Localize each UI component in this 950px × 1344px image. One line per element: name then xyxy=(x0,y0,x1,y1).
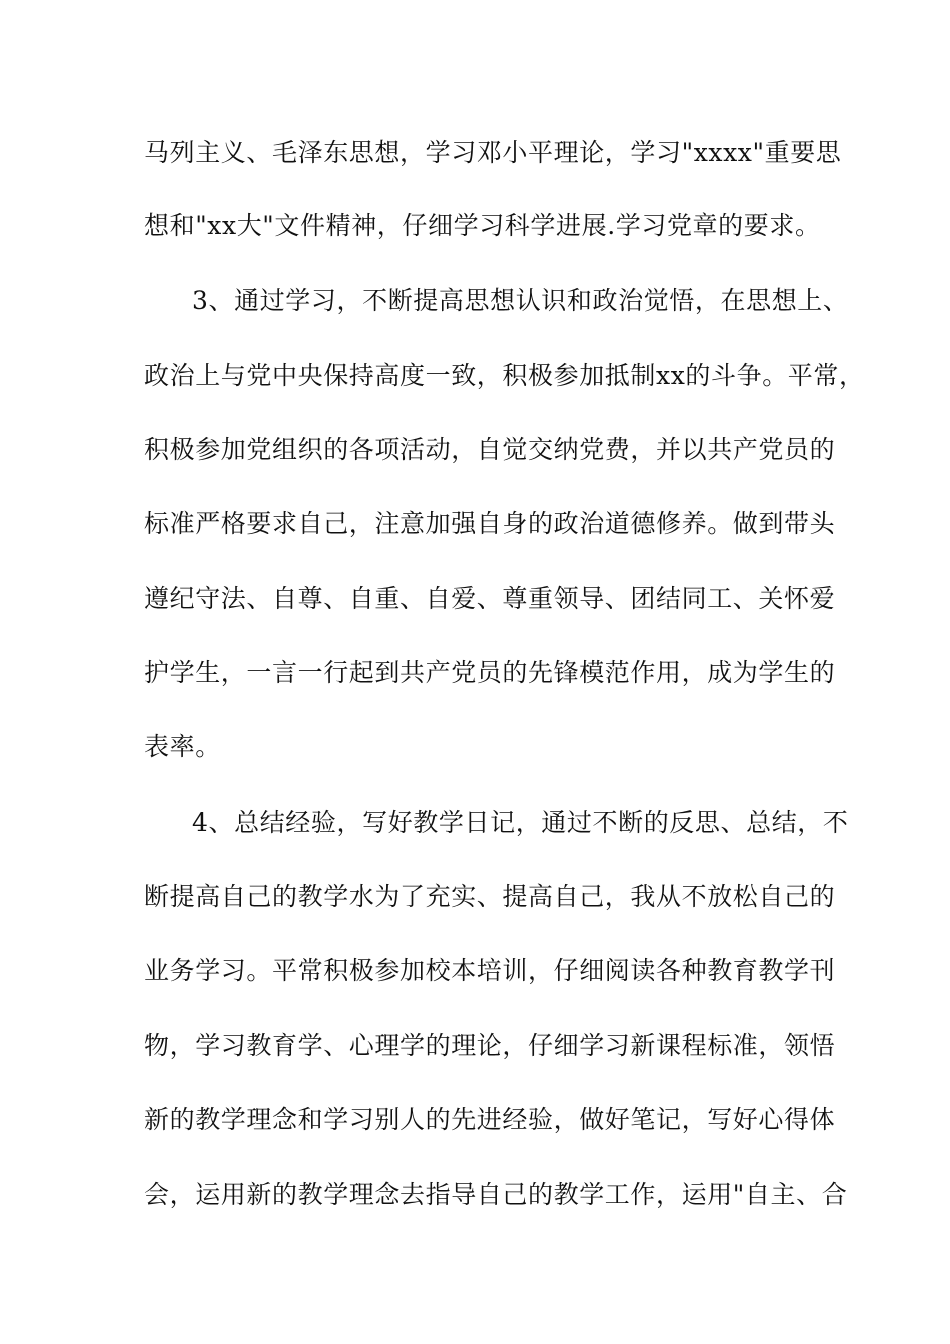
paragraph-3-start: 3、通过学习，不断提高思想认识和政治觉悟，在思想上、 xyxy=(192,286,849,315)
text-line: 马列主义、毛泽东思想，学习邓小平理论，学习"xxxx"重要思 xyxy=(144,138,842,167)
text-line: 新的教学理念和学习别人的先进经验，做好笔记，写好心得体 xyxy=(144,1105,836,1134)
paragraph-4-start: 4、总结经验，写好教学日记，通过不断的反思、总结，不 xyxy=(192,808,849,837)
text-line: 政治上与党中央保持高度一致，积极参加抵制xx的斗争。平常， xyxy=(144,361,865,390)
text-line: 积极参加党组织的各项活动，自觉交纳党费，并以共产党员的 xyxy=(144,435,836,464)
text-line: 物，学习教育学、心理学的理论，仔细学习新课程标准，领悟 xyxy=(144,1031,836,1060)
text-line: 会，运用新的教学理念去指导自己的教学工作，运用"自主、合 xyxy=(144,1180,848,1209)
text-line: 表率。 xyxy=(144,732,221,761)
text-line: 标准严格要求自己，注意加强自身的政治道德修养。做到带头 xyxy=(144,509,836,538)
text-line: 遵纪守法、自尊、自重、自爱、尊重领导、团结同工、关怀爱 xyxy=(144,584,836,613)
text-line: 业务学习。平常积极参加校本培训，仔细阅读各种教育教学刊 xyxy=(144,956,836,985)
text-line: 断提高自己的教学水为了充实、提高自己，我从不放松自己的 xyxy=(144,882,836,911)
text-line: 护学生，一言一行起到共产党员的先锋模范作用，成为学生的 xyxy=(144,658,836,687)
text-line: 想和"xx大"文件精神，仔细学习科学进展.学习党章的要求。 xyxy=(144,211,821,240)
